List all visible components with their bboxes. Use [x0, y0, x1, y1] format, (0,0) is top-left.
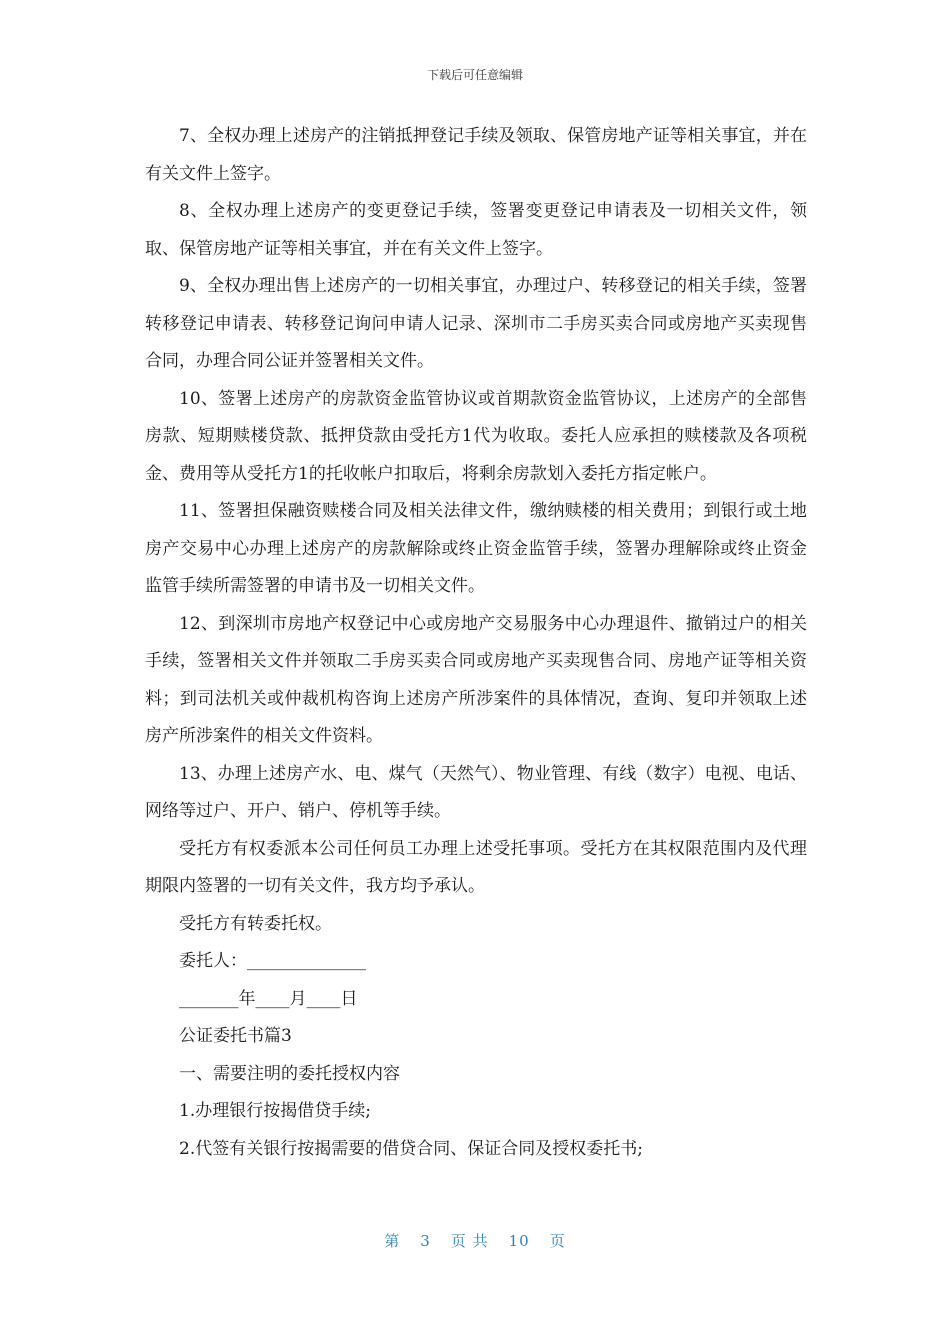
page-footer — [0, 1230, 950, 1251]
footer-page-number: 3 — [420, 1232, 431, 1250]
footer-end-label: 页 — [549, 1232, 566, 1250]
subsection-heading: 一、需要注明的委托授权内容 — [179, 1063, 400, 1084]
sub-delegation-statement: 受托方有转委托权。 — [179, 913, 332, 934]
date-line: _______年____月____日 — [179, 988, 358, 1009]
delegation-statement: 受托方有权委派本公司任何员工办理上述受托事项。受托方在其权限范围内及代理期限内签署的一切有关文件，我方均予承认。 — [145, 838, 807, 896]
paragraph-10: 10、签署上述房产的房款资金监管协议或首期款资金监管协议，上述房产的全部售房款、短期赎楼贷款、抵押贷款由受托方1代为收取。委托人应承担的赎楼款及各项税金、费用等从受托方1的托收帐户扣取后，将剩余房款划入委托方指定帐户。 — [145, 388, 807, 484]
paragraph-13: 13、办理上述房产水、电、煤气（天然气）、物业管理、有线（数字）电视、电话、网络等过户、开户、销户、停机等手续。 — [145, 763, 807, 821]
footer-mid-label: 页 共 — [450, 1232, 489, 1250]
footer-page-label: 第 — [384, 1232, 401, 1250]
footer-total-pages: 10 — [508, 1232, 530, 1250]
paragraph-11: 11、签署担保融资赎楼合同及相关法律文件，缴纳赎楼的相关费用；到银行或土地房产交易中心办理上述房产的房款解除或终止资金监管手续，签署办理解除或终止资金监管手续所需签署的申请书及一切相关文件。 — [145, 501, 807, 596]
paragraph-9: 9、全权办理出售上述房产的一切相关事宜，办理过户、转移登记的相关手续，签署转移登记申请表、转移登记询问申请人记录、深圳市二手房买卖合同或房地产买卖现售合同，办理合同公证并签署相关文件。 — [145, 276, 807, 371]
principal-signature-line: 委托人：______________ — [179, 951, 366, 971]
list-item: 1.办理银行按揭借贷手续; — [179, 1101, 371, 1121]
document-body — [145, 118, 807, 1168]
page-header: 下载后可任意编辑 — [426, 68, 523, 82]
paragraph-12: 12、到深圳市房地产权登记中心或房地产交易服务中心办理退件、撤销过户的相关手续，签署相关文件并领取二手房买卖合同或房地产买卖现售合同、房地产证等相关资料；到司法机关或仲裁机构咨询上述房产所涉案件的具体情况，查询、复印并领取上述房产所涉案件的相关文件资料。 — [145, 613, 807, 746]
section-title: 公证委托书篇3 — [179, 1026, 292, 1046]
paragraph-7: 7、全权办理上述房产的注销抵押登记手续及领取、保管房地产证等相关事宜，并在有关文件上签字。 — [145, 126, 807, 184]
paragraph-8: 8、全权办理上述房产的变更登记手续，签署变更登记申请表及一切相关文件，领取、保管房地产证等相关事宜，并在有关文件上签字。 — [145, 201, 807, 259]
list-item: 2.代签有关银行按揭需要的借贷合同、保证合同及授权委托书; — [179, 1138, 643, 1159]
